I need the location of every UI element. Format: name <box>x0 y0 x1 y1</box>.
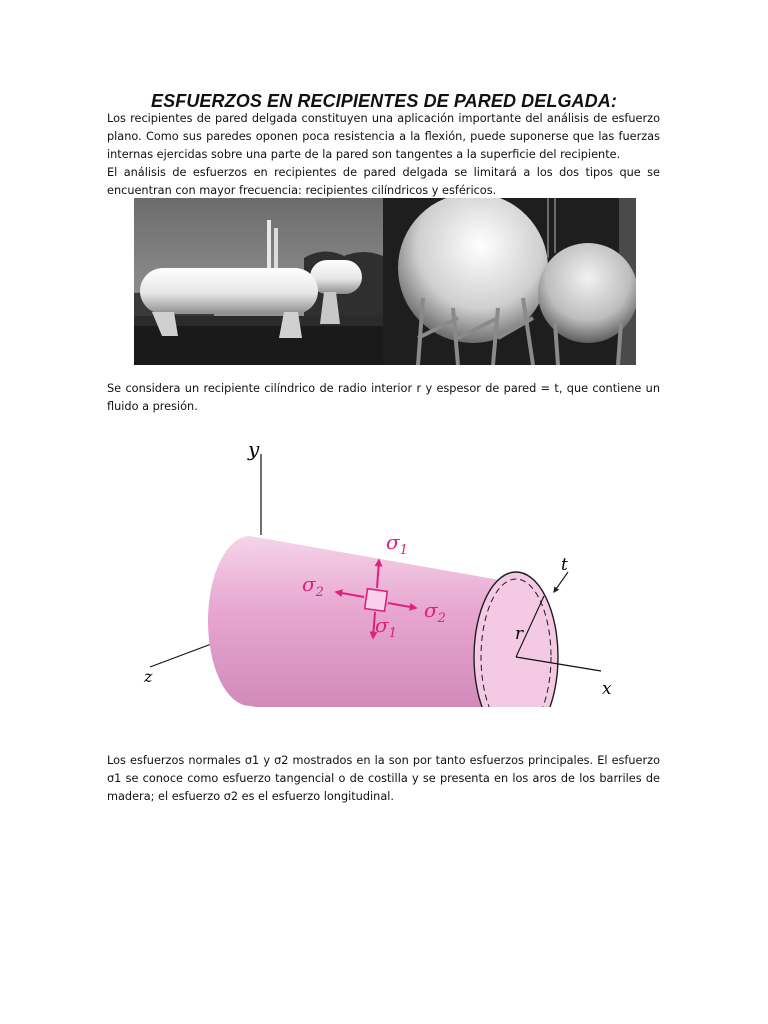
axis-x-label: x <box>602 679 612 699</box>
sigma1-bottom-label: $\sigma_1$ <box>375 613 397 641</box>
radius-label: r <box>515 624 524 644</box>
cylindrical-tanks-photo <box>134 198 383 365</box>
sigma2-right-label: $\sigma_2$ <box>424 598 446 626</box>
spherical-tanks-photo <box>383 198 636 365</box>
cylinder-paragraph: Se considera un recipiente cilíndrico de radio interior r y espesor de pared = t, que contiene un fluido a presión. <box>107 382 660 413</box>
axis-z-label: z <box>144 667 153 686</box>
page-title: ESFUERZOS EN RECIPIENTES DE PARED DELGADA: <box>151 91 617 111</box>
sigma2-left-label: $\sigma_2$ <box>302 572 324 600</box>
intro-paragraph <box>107 110 660 200</box>
vessel-photos <box>134 198 636 365</box>
thickness-label: t <box>561 555 568 575</box>
stresses-paragraph: Los esfuerzos normales σ1 y σ2 mostrados en la son por tanto esfuerzos principales. El esfuerzo σ1 se conoce como esfuerzo tangencial o de costilla y se presenta en los aros de los barriles de madera; el esfuerzo σ2 es el esfuerzo longitudinal. <box>107 754 660 803</box>
axis-y-label: y <box>248 437 260 461</box>
sigma1-top-label: $\sigma_1$ <box>386 530 408 558</box>
thickness-arrow <box>554 572 568 592</box>
stress-element <box>365 589 388 612</box>
intro-text-1: Los recipientes de pared delgada constituyen una aplicación importante del análisis de esfuerzo plano. Como sus paredes oponen poca resistencia a la flexión, puede suponerse que las fuerzas internas ejercidas sobre una parte de la pared son tangentes a la superficie del recipiente. <box>107 112 660 161</box>
cylinder-stress-diagram <box>130 432 650 707</box>
intro-text-2: El análisis de esfuerzos en recipientes de pared delgada se limitará a los dos tipos que se encuentran con mayor frecuencia: recipientes cilíndricos y esféricos. <box>107 166 660 197</box>
